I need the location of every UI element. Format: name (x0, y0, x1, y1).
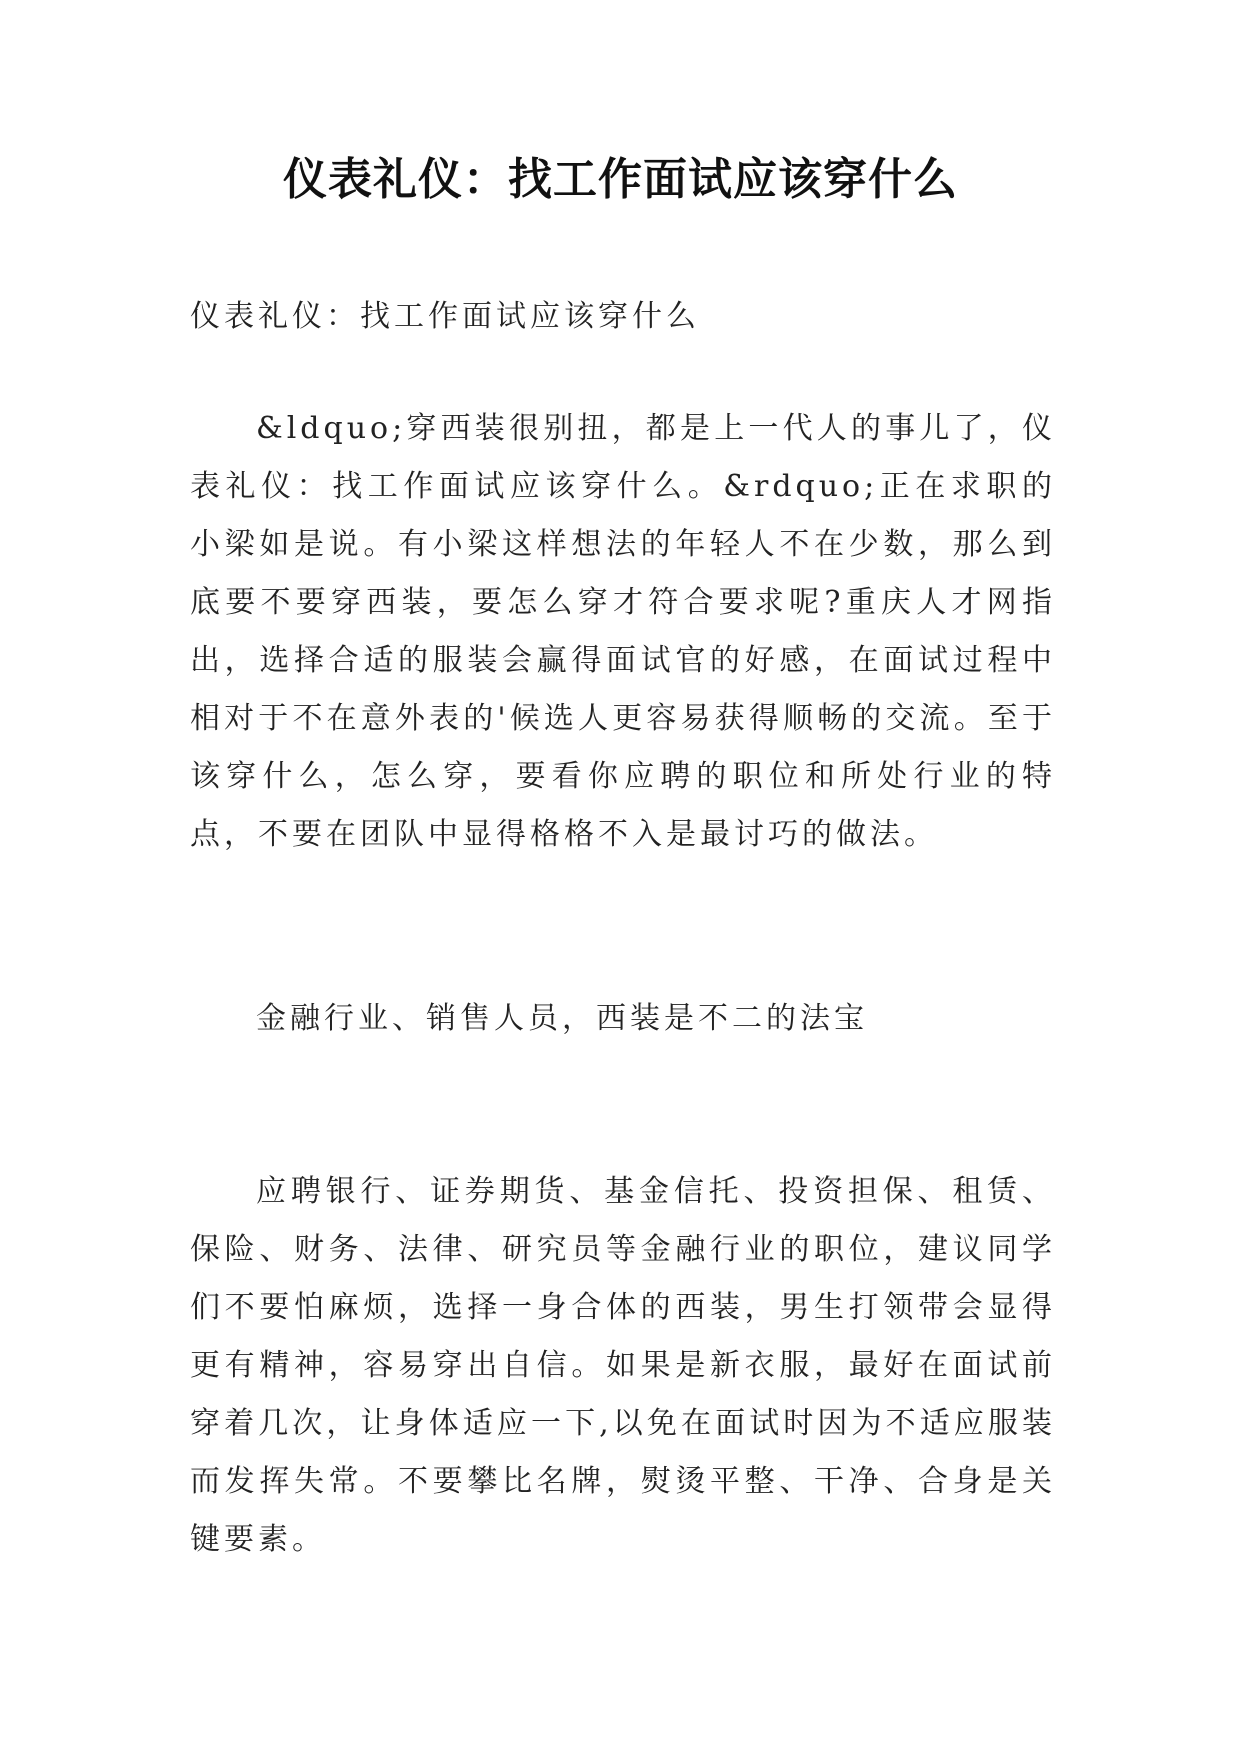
section-heading-finance: 金融行业、销售人员，西装是不二的法宝 (256, 1001, 868, 1036)
document-title: 仪表礼仪：找工作面试应该穿什么 (283, 154, 958, 205)
document-subtitle: 仪表礼仪：找工作面试应该穿什么 (190, 299, 700, 334)
paragraph-intro: &ldquo;穿西装很别扭，都是上一代人的事儿了，仪表礼仪：找工作面试应该穿什么。&rdquo;正在求职的小梁如是说。有小梁这样想法的年轻人不在少数，那么到底要不要穿西装，要怎么穿才符合要求呢?重庆人才网指出，选择合适的服装会赢得面试官的好感，在面试过程中相对于不在意外表的'候选人更容易获得顺畅的交流。至于该穿什么，怎么穿，要看你应聘的职位和所处行业的特点，不要在团队中显得格格不入是最讨巧的做法。 (190, 411, 1056, 852)
paragraph-finance: 应聘银行、证券期货、基金信托、投资担保、租赁、保险、财务、法律、研究员等金融行业的职位，建议同学们不要怕麻烦，选择一身合体的西装，男生打领带会显得更有精神，容易穿出自信。如果是新衣服，最好在面试前穿着几次，让身体适应一下,以免在面试时因为不适应服装而发挥失常。不要攀比名牌，熨烫平整、干净、合身是关键要素。 (190, 1174, 1056, 1557)
